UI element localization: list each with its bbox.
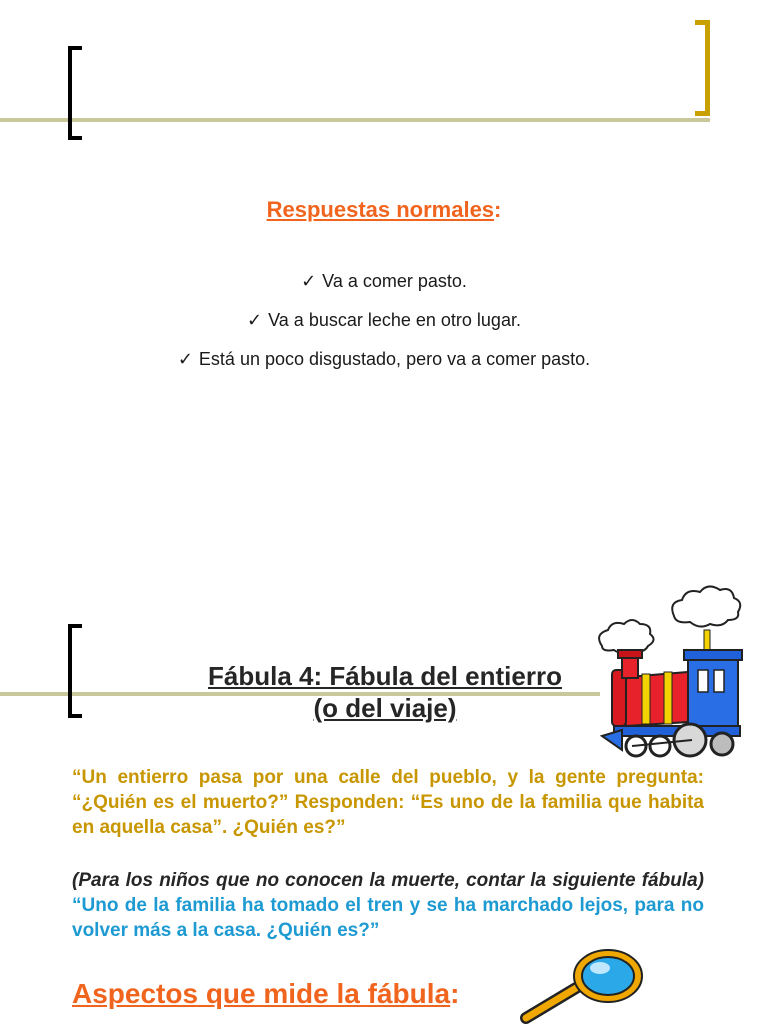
response-text: Va a buscar leche en otro lugar. bbox=[268, 310, 521, 330]
checkmark-icon: ✓ bbox=[177, 349, 193, 369]
right-bracket-decoration bbox=[695, 20, 710, 116]
slide-fabula-entierro bbox=[0, 512, 768, 1024]
left-bracket-decoration bbox=[68, 624, 82, 718]
fable-note bbox=[72, 868, 704, 943]
response-text: Está un poco disgustado, pero va a comer pasto. bbox=[198, 349, 591, 369]
list-item bbox=[0, 307, 768, 346]
fable-title-line-2: (o del viaje) bbox=[313, 693, 457, 723]
fable-note-intro: (Para los niños que no conocen la muerte, contar la siguiente fábula) bbox=[72, 870, 704, 891]
left-bracket-decoration bbox=[68, 46, 82, 140]
heading-colon: : bbox=[494, 197, 502, 222]
list-item bbox=[0, 268, 768, 307]
section-heading bbox=[0, 197, 768, 223]
checkmark-icon: ✓ bbox=[301, 271, 317, 291]
response-text: Va a comer pasto. bbox=[322, 271, 467, 291]
magnifying-glass-icon bbox=[512, 946, 648, 1024]
fable-title-line-1: Fábula 4: Fábula del entierro bbox=[208, 661, 562, 691]
heading-colon: : bbox=[450, 978, 460, 1009]
alternative-fable-text: “Uno de la familia ha tomado el tren y se ha marchado lejos, para no volver más a la casa. ¿Quién es?” bbox=[72, 895, 704, 941]
train-clipart-icon bbox=[592, 580, 752, 766]
heading-text: Respuestas normales bbox=[266, 197, 495, 222]
list-item bbox=[0, 346, 768, 385]
fable-title bbox=[140, 660, 630, 724]
fable-text: “Un entierro pasa por una calle del pueblo, y la gente pregunta: “¿Quién es el muerto?” Responden: “Es uno de la familia que habita en aquella casa”. ¿Quién es?” bbox=[72, 767, 704, 838]
decorative-rule bbox=[0, 118, 710, 122]
section-heading bbox=[72, 978, 459, 1010]
heading-text: Aspectos que mide la fábula bbox=[72, 978, 451, 1009]
responses-list bbox=[0, 268, 768, 385]
checkmark-icon: ✓ bbox=[247, 310, 263, 330]
